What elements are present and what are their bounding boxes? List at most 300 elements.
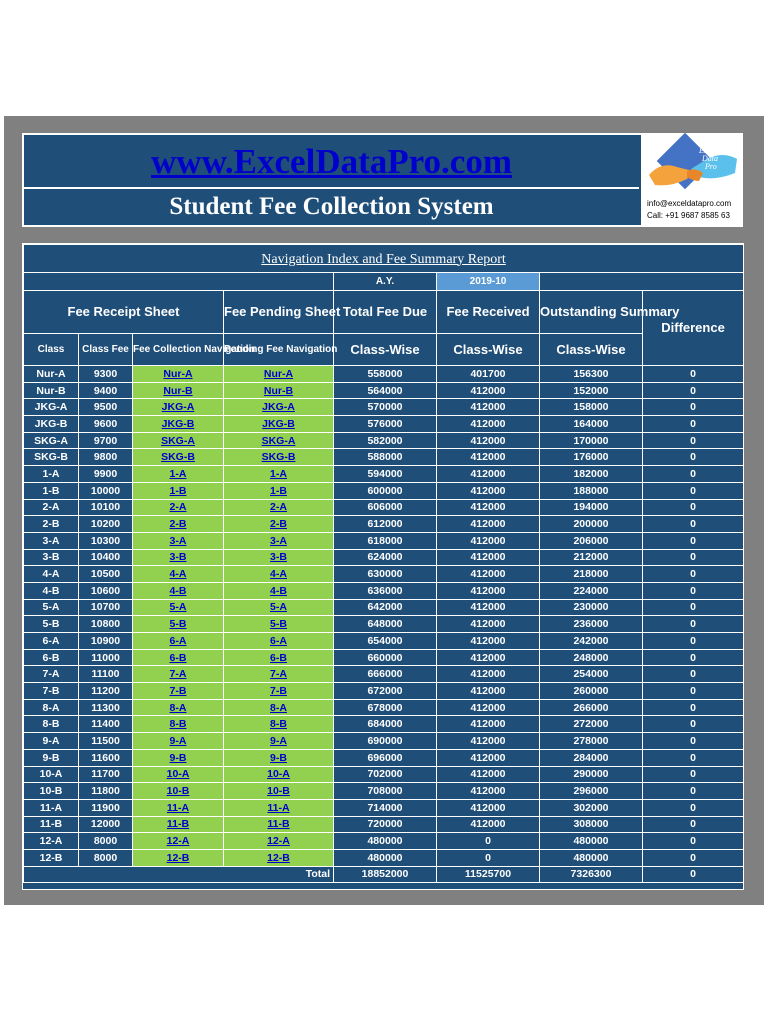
pending-fee-nav-cell[interactable] <box>224 816 334 833</box>
website-link[interactable]: www.ExcelDataPro.com <box>24 137 639 189</box>
fee-received-cell: 412000 <box>437 432 540 449</box>
pending-fee-nav-cell[interactable] <box>224 666 334 683</box>
fee-collection-nav-cell-link[interactable]: 3-A <box>169 534 187 547</box>
fee-collection-nav-cell-link[interactable]: 5-A <box>169 601 187 614</box>
fee-collection-nav-cell-link[interactable]: 7-B <box>169 684 187 697</box>
pending-fee-nav-cell[interactable] <box>224 683 334 700</box>
class-cell: Nur-B <box>24 382 79 399</box>
class-cell: JKG-A <box>24 399 79 416</box>
fee-collection-nav-cell[interactable] <box>133 432 224 449</box>
class-fee-cell: 10200 <box>79 516 133 533</box>
pending-fee-nav-cell-link[interactable]: 10-B <box>267 785 290 798</box>
fee-collection-nav-cell-link[interactable]: 8-B <box>169 718 187 731</box>
class-cell: 1-A <box>24 466 79 483</box>
outstanding-cell: 158000 <box>540 399 643 416</box>
pending-fee-nav-cell[interactable] <box>224 482 334 499</box>
outstanding-cell: 156300 <box>540 366 643 383</box>
class-fee-cell: 9500 <box>79 399 133 416</box>
outstanding-cell: 194000 <box>540 499 643 516</box>
company-logo <box>641 135 743 225</box>
class-fee-cell: 10300 <box>79 532 133 549</box>
pending-fee-nav-cell[interactable] <box>224 633 334 650</box>
class-fee-cell: 11700 <box>79 766 133 783</box>
total-fee-due-cell: 696000 <box>334 749 437 766</box>
difference-cell: 0 <box>643 766 744 783</box>
pending-fee-nav-cell-link[interactable]: Nur-A <box>263 367 294 380</box>
class-cell: 11-B <box>24 816 79 833</box>
class-fee-cell: 9600 <box>79 416 133 433</box>
pending-fee-nav-cell[interactable] <box>224 449 334 466</box>
class-fee-cell: 11000 <box>79 649 133 666</box>
total-fee-due-cell: 690000 <box>334 733 437 750</box>
pending-fee-nav-cell-link[interactable]: 7-A <box>270 668 287 681</box>
difference-cell: 0 <box>643 499 744 516</box>
class-fee-cell: 9700 <box>79 432 133 449</box>
total-fee-due-cell: 612000 <box>334 516 437 533</box>
fee-collection-nav-cell-link[interactable]: 10-A <box>166 768 190 781</box>
fee-collection-nav-cell[interactable] <box>133 833 224 850</box>
class-cell: SKG-B <box>24 449 79 466</box>
total-fee-due-cell: 480000 <box>334 849 437 866</box>
svg-text:Excel: Excel <box>699 146 717 155</box>
fee-collection-nav-cell[interactable] <box>133 449 224 466</box>
outstanding-cell: 200000 <box>540 516 643 533</box>
fee-collection-nav-cell[interactable] <box>133 599 224 616</box>
total-fee-due-cell: 720000 <box>334 816 437 833</box>
fee-received-cell: 412000 <box>437 466 540 483</box>
header-total-fee-due: Total Fee Due <box>334 291 437 334</box>
outstanding-cell: 236000 <box>540 616 643 633</box>
pending-fee-nav-cell-link[interactable]: 10-A <box>267 768 290 781</box>
total-fee-due: 18852000 <box>334 866 437 882</box>
pending-fee-nav-cell-link[interactable]: 8-B <box>270 718 287 731</box>
fee-collection-nav-cell[interactable] <box>133 816 224 833</box>
pending-fee-nav-cell[interactable] <box>224 399 334 416</box>
difference-cell: 0 <box>643 466 744 483</box>
class-cell: 10-B <box>24 783 79 800</box>
pending-fee-nav-cell-link[interactable]: 12-A <box>267 835 290 848</box>
fee-collection-nav-cell[interactable] <box>133 382 224 399</box>
fee-collection-nav-cell[interactable] <box>133 532 224 549</box>
fee-collection-nav-cell-link[interactable]: 10-B <box>166 785 190 798</box>
fee-collection-nav-cell[interactable] <box>133 733 224 750</box>
pending-fee-nav-cell[interactable] <box>224 366 334 383</box>
header-class-wise-outstanding: Class-Wise <box>540 334 643 366</box>
fee-collection-nav-cell[interactable] <box>133 699 224 716</box>
table-row <box>24 733 744 750</box>
total-fee-due-cell: 708000 <box>334 783 437 800</box>
class-cell: 10-A <box>24 766 79 783</box>
class-fee-cell: 11500 <box>79 733 133 750</box>
pending-fee-nav-cell[interactable] <box>224 733 334 750</box>
pending-fee-nav-cell-link[interactable]: SKG-A <box>261 434 296 447</box>
pending-fee-nav-cell-link[interactable]: 9-B <box>270 751 287 764</box>
total-fee-due-cell: 702000 <box>334 766 437 783</box>
fee-collection-nav-cell[interactable] <box>133 799 224 816</box>
pending-fee-nav-cell[interactable] <box>224 799 334 816</box>
class-fee-cell: 8000 <box>79 833 133 850</box>
pending-fee-nav-cell-link[interactable]: 11-A <box>267 801 290 814</box>
class-cell: 6-A <box>24 633 79 650</box>
class-fee-cell: 11600 <box>79 749 133 766</box>
pending-fee-nav-cell[interactable] <box>224 416 334 433</box>
total-fee-due-cell: 576000 <box>334 416 437 433</box>
table-row <box>24 516 744 533</box>
fee-received-cell: 412000 <box>437 582 540 599</box>
fee-collection-nav-cell-link[interactable]: 5-B <box>169 618 187 631</box>
pending-fee-nav-cell[interactable] <box>224 566 334 583</box>
total-fee-due-cell: 648000 <box>334 616 437 633</box>
header-class-wise-due: Class-Wise <box>334 334 437 366</box>
fee-summary-table <box>23 244 744 883</box>
fee-collection-nav-cell-link[interactable]: 6-A <box>169 634 187 647</box>
difference-cell: 0 <box>643 582 744 599</box>
table-row <box>24 816 744 833</box>
pending-fee-nav-cell[interactable] <box>224 716 334 733</box>
fee-collection-nav-cell[interactable] <box>133 482 224 499</box>
fee-received-cell: 412000 <box>437 399 540 416</box>
fee-collection-nav-cell[interactable] <box>133 499 224 516</box>
outstanding-cell: 212000 <box>540 549 643 566</box>
fee-received-cell: 412000 <box>437 649 540 666</box>
pending-fee-nav-cell-link[interactable]: 12-B <box>267 851 290 864</box>
table-row <box>24 849 744 866</box>
class-fee-cell: 12000 <box>79 816 133 833</box>
class-fee-cell: 10100 <box>79 499 133 516</box>
class-fee-cell: 11200 <box>79 683 133 700</box>
table-row <box>24 616 744 633</box>
pending-fee-nav-cell-link[interactable]: 3-B <box>270 551 287 564</box>
outstanding-cell: 480000 <box>540 849 643 866</box>
table-row <box>24 599 744 616</box>
total-fee-due-cell: 678000 <box>334 699 437 716</box>
class-cell: 9-A <box>24 733 79 750</box>
fee-collection-nav-cell-link[interactable]: 12-A <box>166 835 190 848</box>
fee-collection-nav-cell[interactable] <box>133 683 224 700</box>
fee-collection-nav-cell-link[interactable]: 9-B <box>169 751 187 764</box>
difference-cell: 0 <box>643 482 744 499</box>
fee-received-cell: 412000 <box>437 816 540 833</box>
table-row <box>24 633 744 650</box>
svg-text:Data: Data <box>702 154 718 163</box>
pending-fee-nav-cell-link[interactable]: Nur-B <box>263 384 294 397</box>
class-cell: 9-B <box>24 749 79 766</box>
pending-fee-nav-cell[interactable] <box>224 516 334 533</box>
difference-cell: 0 <box>643 799 744 816</box>
fee-received-cell: 412000 <box>437 516 540 533</box>
difference-cell: 0 <box>643 366 744 383</box>
pending-fee-nav-cell-link[interactable]: 4-B <box>270 584 287 597</box>
pending-fee-nav-cell-link[interactable]: 3-A <box>270 534 287 547</box>
fee-summary-report <box>22 243 744 890</box>
pending-fee-nav-cell-link[interactable]: 6-B <box>270 651 287 664</box>
difference-cell: 0 <box>643 783 744 800</box>
logo-email: info@exceldatapro.com <box>647 199 732 208</box>
fee-received-cell: 412000 <box>437 382 540 399</box>
class-fee-cell: 10800 <box>79 616 133 633</box>
fee-collection-nav-cell-link[interactable]: 2-A <box>169 501 187 514</box>
fee-received-cell: 412000 <box>437 749 540 766</box>
table-row <box>24 466 744 483</box>
total-fee-due-cell: 672000 <box>334 683 437 700</box>
outstanding-cell: 218000 <box>540 566 643 583</box>
fee-received-cell: 412000 <box>437 733 540 750</box>
class-cell: 1-B <box>24 482 79 499</box>
pending-fee-nav-cell-link[interactable]: 8-A <box>270 701 287 714</box>
pending-fee-nav-cell[interactable] <box>224 466 334 483</box>
fee-collection-nav-cell-link[interactable]: SKG-B <box>161 451 195 464</box>
fee-received-cell: 412000 <box>437 783 540 800</box>
pending-fee-nav-cell[interactable] <box>224 599 334 616</box>
report-title: Navigation Index and Fee Summary Report <box>24 245 744 273</box>
system-title: Student Fee Collection System <box>169 193 494 220</box>
total-fee-due-cell: 642000 <box>334 599 437 616</box>
fee-collection-nav-cell-link[interactable]: Nur-B <box>163 384 193 397</box>
fee-collection-nav-cell-link[interactable]: JKG-B <box>161 417 195 430</box>
total-fee-due-cell: 582000 <box>334 432 437 449</box>
difference-cell: 0 <box>643 599 744 616</box>
class-cell: 11-A <box>24 799 79 816</box>
fee-collection-nav-cell-link[interactable]: 4-B <box>169 584 187 597</box>
outstanding-cell: 296000 <box>540 783 643 800</box>
fee-received-cell: 412000 <box>437 482 540 499</box>
ay-label: A.Y. <box>334 273 437 291</box>
outstanding-cell: 152000 <box>540 382 643 399</box>
fee-collection-nav-cell[interactable] <box>133 549 224 566</box>
ay-spacer <box>24 273 334 291</box>
ay-value[interactable]: 2019-10 <box>437 273 540 291</box>
fee-collection-nav-cell[interactable] <box>133 416 224 433</box>
pending-fee-nav-cell-link[interactable]: 2-A <box>270 501 287 514</box>
fee-collection-nav-cell[interactable] <box>133 633 224 650</box>
logo-phone: Call: +91 9687 8585 63 <box>647 211 730 220</box>
table-row <box>24 416 744 433</box>
pending-fee-nav-cell-link[interactable]: JKG-B <box>262 417 295 430</box>
fee-collection-nav-cell-link[interactable]: Nur-A <box>163 367 193 380</box>
pending-fee-nav-cell[interactable] <box>224 432 334 449</box>
class-cell: Nur-A <box>24 366 79 383</box>
fee-collection-nav-cell[interactable] <box>133 566 224 583</box>
class-cell: 6-B <box>24 649 79 666</box>
pending-fee-nav-cell-link[interactable]: SKG-B <box>261 451 296 464</box>
pending-fee-nav-cell-link[interactable]: 2-B <box>270 518 287 531</box>
fee-collection-nav-cell-link[interactable]: 9-A <box>169 734 187 747</box>
fee-collection-nav-cell-link[interactable]: 2-B <box>169 518 187 531</box>
fee-received-cell: 412000 <box>437 799 540 816</box>
class-fee-cell: 11100 <box>79 666 133 683</box>
fee-received-cell: 0 <box>437 849 540 866</box>
fee-collection-nav-cell[interactable] <box>133 582 224 599</box>
fee-collection-nav-cell-link[interactable]: 12-B <box>166 851 190 864</box>
pending-fee-nav-cell-link[interactable]: JKG-A <box>262 401 295 414</box>
class-fee-cell: 11900 <box>79 799 133 816</box>
class-fee-cell: 9800 <box>79 449 133 466</box>
fee-collection-nav-cell[interactable] <box>133 666 224 683</box>
fee-collection-nav-cell[interactable] <box>133 766 224 783</box>
class-fee-cell: 8000 <box>79 849 133 866</box>
fee-collection-nav-cell-link[interactable]: 3-B <box>169 551 187 564</box>
outstanding-cell: 260000 <box>540 683 643 700</box>
fee-received-cell: 401700 <box>437 366 540 383</box>
fee-collection-nav-cell[interactable] <box>133 649 224 666</box>
fee-collection-nav-cell-link[interactable]: 8-A <box>169 701 187 714</box>
class-fee-cell: 10600 <box>79 582 133 599</box>
table-row <box>24 449 744 466</box>
total-fee-due-cell: 570000 <box>334 399 437 416</box>
total-fee-due-cell: 588000 <box>334 449 437 466</box>
fee-received-cell: 412000 <box>437 699 540 716</box>
fee-received-cell: 412000 <box>437 566 540 583</box>
ay-spacer-right <box>540 273 744 291</box>
fee-collection-nav-cell[interactable] <box>133 399 224 416</box>
class-cell: 5-B <box>24 616 79 633</box>
difference-cell: 0 <box>643 733 744 750</box>
pending-fee-nav-cell[interactable] <box>224 582 334 599</box>
fee-received-cell: 412000 <box>437 616 540 633</box>
pending-fee-nav-cell-link[interactable]: 7-B <box>270 684 287 697</box>
fee-collection-nav-cell[interactable] <box>133 466 224 483</box>
pending-fee-nav-cell-link[interactable]: 5-A <box>270 601 287 614</box>
pending-fee-nav-cell-link[interactable]: 4-A <box>270 568 287 581</box>
class-cell: 8-A <box>24 699 79 716</box>
class-fee-cell: 10500 <box>79 566 133 583</box>
class-fee-cell: 9300 <box>79 366 133 383</box>
class-cell: 7-A <box>24 666 79 683</box>
fee-collection-nav-cell-link[interactable]: 4-A <box>169 568 187 581</box>
header-class: Class <box>24 334 79 366</box>
class-cell: 2-A <box>24 499 79 516</box>
outstanding-cell: 278000 <box>540 733 643 750</box>
total-fee-due-cell: 558000 <box>334 366 437 383</box>
outstanding-cell: 230000 <box>540 599 643 616</box>
pending-fee-nav-cell-link[interactable]: 5-B <box>270 618 287 631</box>
fee-received-cell: 412000 <box>437 549 540 566</box>
fee-collection-nav-cell[interactable] <box>133 783 224 800</box>
fee-collection-nav-cell-link[interactable]: 6-B <box>169 651 187 664</box>
table-row <box>24 549 744 566</box>
table-row <box>24 766 744 783</box>
fee-received-cell: 412000 <box>437 766 540 783</box>
table-row <box>24 699 744 716</box>
header-fee-received: Fee Received <box>437 291 540 334</box>
fee-collection-nav-cell[interactable] <box>133 716 224 733</box>
class-fee-cell: 11300 <box>79 699 133 716</box>
table-row <box>24 833 744 850</box>
class-cell: 7-B <box>24 683 79 700</box>
fee-received-cell: 412000 <box>437 416 540 433</box>
total-fee-due-cell: 636000 <box>334 582 437 599</box>
total-fee-due-cell: 714000 <box>334 799 437 816</box>
fee-received-cell: 412000 <box>437 633 540 650</box>
total-fee-received: 11525700 <box>437 866 540 882</box>
fee-collection-nav-cell-link[interactable]: 1-B <box>169 484 187 497</box>
difference-cell: 0 <box>643 699 744 716</box>
fee-collection-nav-cell-link[interactable]: JKG-A <box>161 401 195 414</box>
outstanding-cell: 284000 <box>540 749 643 766</box>
pending-fee-nav-cell-link[interactable]: 6-A <box>270 634 287 647</box>
pending-fee-nav-cell-link[interactable]: 1-A <box>270 467 287 480</box>
pending-fee-nav-cell-link[interactable]: 11-B <box>267 818 290 831</box>
total-fee-due-cell: 600000 <box>334 482 437 499</box>
pending-fee-nav-cell[interactable] <box>224 549 334 566</box>
pending-fee-nav-cell[interactable] <box>224 699 334 716</box>
fee-collection-nav-cell[interactable] <box>133 616 224 633</box>
fee-collection-nav-cell-link[interactable]: SKG-A <box>161 434 195 447</box>
class-cell: 4-B <box>24 582 79 599</box>
pending-fee-nav-cell[interactable] <box>224 783 334 800</box>
fee-collection-nav-cell[interactable] <box>133 516 224 533</box>
table-row <box>24 799 744 816</box>
table-row <box>24 649 744 666</box>
header-pending-fee-navigation: Pending Fee Navigation <box>224 334 334 366</box>
pending-fee-nav-cell[interactable] <box>224 499 334 516</box>
fee-collection-nav-cell-link[interactable]: 7-A <box>169 668 187 681</box>
total-row <box>24 866 744 882</box>
fee-collection-nav-cell-link[interactable]: 11-A <box>166 801 190 814</box>
outstanding-cell: 170000 <box>540 432 643 449</box>
class-cell: 4-A <box>24 566 79 583</box>
fee-received-cell: 412000 <box>437 449 540 466</box>
fee-received-cell: 0 <box>437 833 540 850</box>
pending-fee-nav-cell[interactable] <box>224 532 334 549</box>
header-difference: Difference <box>643 291 744 366</box>
class-cell: 12-A <box>24 833 79 850</box>
header-class-fee: Class Fee <box>79 334 133 366</box>
total-fee-due-cell: 660000 <box>334 649 437 666</box>
class-fee-cell: 10400 <box>79 549 133 566</box>
fee-collection-nav-cell[interactable] <box>133 749 224 766</box>
table-row <box>24 783 744 800</box>
pending-fee-nav-cell[interactable] <box>224 849 334 866</box>
total-fee-due-cell: 624000 <box>334 549 437 566</box>
total-fee-due-cell: 630000 <box>334 566 437 583</box>
total-label: Total <box>24 866 334 882</box>
pending-fee-nav-cell[interactable] <box>224 749 334 766</box>
fee-received-cell: 412000 <box>437 683 540 700</box>
class-cell: 12-B <box>24 849 79 866</box>
header-fee-pending-sheet: Fee Pending Sheet <box>224 291 334 334</box>
fee-collection-nav-cell-link[interactable]: 1-A <box>169 467 187 480</box>
pending-fee-nav-cell[interactable] <box>224 766 334 783</box>
pending-fee-nav-cell[interactable] <box>224 833 334 850</box>
fee-collection-nav-cell[interactable] <box>133 849 224 866</box>
class-cell: JKG-B <box>24 416 79 433</box>
total-fee-due-cell: 684000 <box>334 716 437 733</box>
difference-cell: 0 <box>643 516 744 533</box>
pending-fee-nav-cell-link[interactable]: 1-B <box>270 484 287 497</box>
class-fee-cell: 9900 <box>79 466 133 483</box>
fee-collection-nav-cell[interactable] <box>133 366 224 383</box>
total-fee-due-cell: 594000 <box>334 466 437 483</box>
outstanding-cell: 308000 <box>540 816 643 833</box>
pending-fee-nav-cell[interactable] <box>224 382 334 399</box>
header-outstanding-summary: Outstanding Summary <box>540 291 643 334</box>
pending-fee-nav-cell[interactable] <box>224 649 334 666</box>
fee-received-cell: 412000 <box>437 499 540 516</box>
header-fee-receipt-sheet: Fee Receipt Sheet <box>24 291 224 334</box>
fee-collection-nav-cell-link[interactable]: 11-B <box>166 818 190 831</box>
table-row <box>24 482 744 499</box>
pending-fee-nav-cell[interactable] <box>224 616 334 633</box>
table-row <box>24 683 744 700</box>
fee-received-cell: 412000 <box>437 716 540 733</box>
pending-fee-nav-cell-link[interactable]: 9-A <box>270 734 287 747</box>
difference-cell: 0 <box>643 432 744 449</box>
outstanding-cell: 302000 <box>540 799 643 816</box>
outstanding-cell: 224000 <box>540 582 643 599</box>
outstanding-cell: 164000 <box>540 416 643 433</box>
header-banner <box>22 133 743 227</box>
